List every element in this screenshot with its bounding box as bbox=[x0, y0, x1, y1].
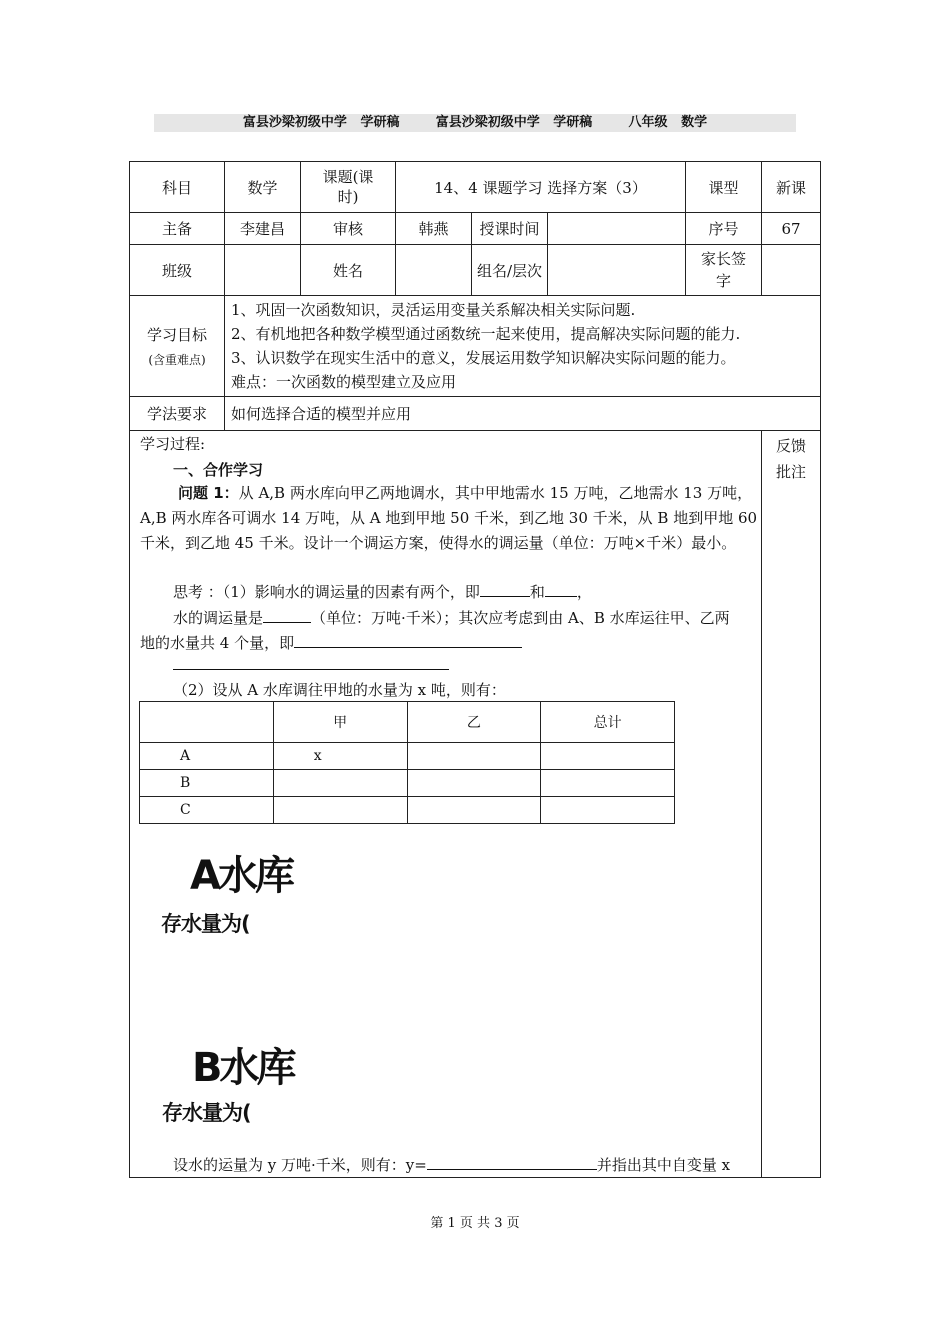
parent-label: 家长签字 bbox=[686, 245, 762, 296]
answer-blank[interactable] bbox=[263, 607, 311, 623]
question-2: （2）设从 A 水库调往甲地的水量为 x 吨，则有： bbox=[173, 681, 506, 699]
group-value[interactable] bbox=[548, 245, 686, 296]
water-table-cell[interactable] bbox=[541, 797, 675, 824]
time-value[interactable] bbox=[548, 213, 686, 245]
page-header: 富县沙梁初级中学 学研稿 富县沙梁初级中学 学研稿 八年级 数学 bbox=[154, 114, 796, 132]
prep-label: 主备 bbox=[130, 213, 225, 245]
type-label: 课型 bbox=[686, 162, 762, 213]
water-table-cell[interactable] bbox=[407, 743, 541, 770]
lesson-plan-table bbox=[129, 161, 821, 1178]
process-cell bbox=[130, 431, 762, 1178]
think-2a: 水的调运量是 bbox=[173, 609, 264, 627]
section-title: 一、合作学习 bbox=[173, 461, 264, 479]
reservoir-a-label: A水库 bbox=[190, 853, 292, 899]
table-row bbox=[140, 770, 675, 797]
answer-line[interactable] bbox=[173, 669, 449, 670]
type-value: 新课 bbox=[762, 162, 821, 213]
seq-label: 序号 bbox=[686, 213, 762, 245]
prep-value: 李建昌 bbox=[225, 213, 301, 245]
parent-sign[interactable] bbox=[762, 245, 821, 296]
water-table-cell[interactable] bbox=[407, 797, 541, 824]
problem-1 bbox=[140, 481, 760, 556]
goal-line: 2、有机地把各种数学模型通过函数统一起来使用，提高解决实际问题的能力. bbox=[231, 325, 741, 343]
water-table-header bbox=[140, 702, 274, 743]
think-2 bbox=[173, 607, 730, 628]
water-table-cell: B bbox=[140, 770, 274, 797]
class-label: 班级 bbox=[130, 245, 225, 296]
final-question bbox=[173, 1154, 730, 1175]
water-table-header: 总计 bbox=[541, 702, 675, 743]
reservoir-b-storage: 存水量为( bbox=[162, 1101, 251, 1125]
final-a: 设水的运量为 y 万吨·千米，则有：y= bbox=[173, 1156, 427, 1174]
process-box bbox=[130, 431, 761, 1177]
time-label: 授课时间 bbox=[472, 213, 548, 245]
topic-label: 课题(课时) bbox=[301, 162, 396, 213]
group-label: 组名/层次 bbox=[472, 245, 548, 296]
think-2b: （单位：万吨·千米）；其次应考虑到由 A、B 水库运往甲、乙两 bbox=[311, 609, 730, 627]
page-footer: 第 1 页 共 3 页 bbox=[430, 1216, 520, 1231]
answer-blank[interactable] bbox=[427, 1154, 597, 1170]
feedback-label: 反馈 bbox=[776, 437, 807, 455]
process-title: 学习过程: bbox=[140, 435, 206, 453]
goals-label bbox=[130, 296, 225, 397]
annotation-label: 批注 bbox=[776, 463, 807, 481]
seq-value: 67 bbox=[762, 213, 821, 245]
name-value[interactable] bbox=[396, 245, 472, 296]
goals-sublabel: (含重难点) bbox=[148, 353, 206, 367]
water-table-cell[interactable] bbox=[273, 797, 407, 824]
goal-line: 3、认识数学在现实生活中的意义，发展运用数学知识解决实际问题的能力。 bbox=[231, 349, 736, 367]
goal-line: 难点：一次函数的模型建立及应用 bbox=[231, 373, 457, 391]
water-table-cell: C bbox=[140, 797, 274, 824]
method-content: 如何选择合适的模型并应用 bbox=[225, 397, 821, 431]
reservoir-b-label: B水库 bbox=[192, 1045, 294, 1091]
topic-value: 14、4 课题学习 选择方案（3） bbox=[396, 162, 686, 213]
water-table bbox=[139, 701, 675, 824]
water-table-cell: A bbox=[140, 743, 274, 770]
name-label: 姓名 bbox=[301, 245, 396, 296]
final-b: 并指出其中自变量 x bbox=[596, 1156, 731, 1174]
subject-label: 科目 bbox=[130, 162, 225, 213]
reservoir-a-storage: 存水量为( bbox=[161, 912, 250, 936]
goals-label-text: 学习目标 bbox=[146, 326, 207, 344]
water-table-cell[interactable] bbox=[407, 770, 541, 797]
feedback-column bbox=[762, 431, 821, 1178]
think-1 bbox=[173, 581, 592, 602]
problem-text: 从 A,B 两水库向甲乙两地调水，其中甲地需水 15 万吨，乙地需水 13 万吨，A,B 两水库各可调水 14 万吨，从 A 地到甲地 50 千米，到乙地 30 千米，从 B 地到甲地 60 千米，到乙地 45 千米。设计一个调运方案，使得水的调运量（单位：万吨×千米）最小。 bbox=[140, 484, 758, 552]
method-label: 学法要求 bbox=[130, 397, 225, 431]
think-1c: ， bbox=[576, 583, 592, 601]
goal-line: 1、巩固一次函数知识，灵活运用变量关系解决相关实际问题. bbox=[231, 301, 636, 319]
table-row bbox=[140, 797, 675, 824]
water-table-header: 乙 bbox=[407, 702, 541, 743]
problem-label: 问题 1： bbox=[178, 484, 239, 502]
think-3-text: 地的水量共 4 个量，即 bbox=[140, 634, 295, 652]
think-3 bbox=[140, 632, 522, 653]
class-value[interactable] bbox=[225, 245, 301, 296]
answer-blank[interactable] bbox=[545, 581, 577, 597]
water-table-cell[interactable] bbox=[541, 770, 675, 797]
subject-value: 数学 bbox=[225, 162, 301, 213]
think-1a: 思考 ：（1）影响水的调运量的因素有两个，即 bbox=[173, 583, 480, 601]
review-label: 审核 bbox=[301, 213, 396, 245]
water-table-cell[interactable] bbox=[273, 770, 407, 797]
goals-content bbox=[225, 296, 821, 397]
answer-blank[interactable] bbox=[294, 632, 522, 648]
reviewer-value: 韩燕 bbox=[396, 213, 472, 245]
water-table-header: 甲 bbox=[273, 702, 407, 743]
think-1b: 和 bbox=[529, 583, 545, 601]
water-table-cell: x bbox=[273, 743, 407, 770]
water-table-cell[interactable] bbox=[541, 743, 675, 770]
table-row bbox=[140, 743, 675, 770]
answer-blank[interactable] bbox=[480, 581, 530, 597]
